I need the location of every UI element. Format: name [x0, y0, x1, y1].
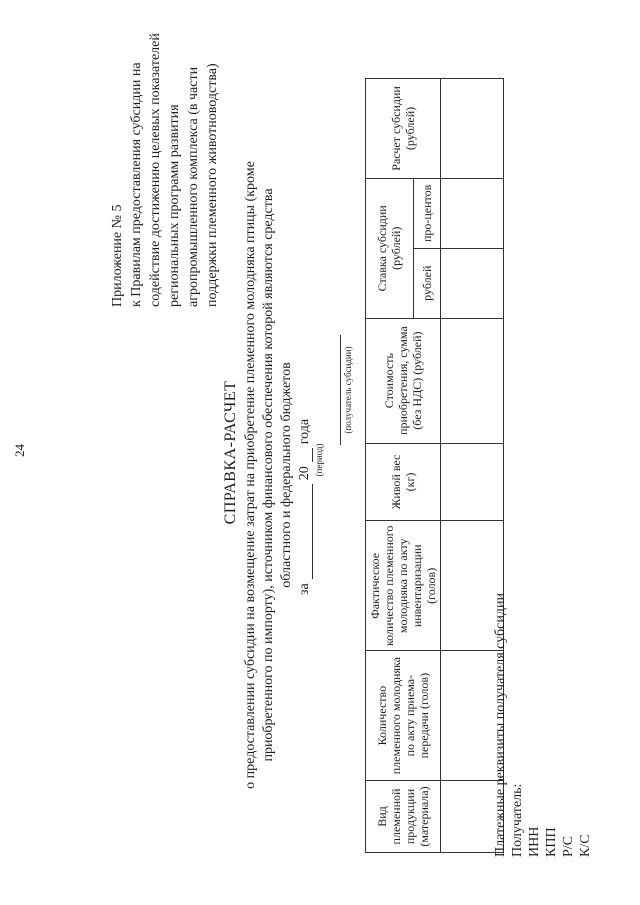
document-subtitle: о предоставлении субсидии на возмещение затрат на приобретение племенного молодняка птицы (кроме приобретенного по импорту), источником финансового обеспечения которой являются средства областного и федерального бюджетов — [243, 161, 294, 789]
header-rate-rubles: рублей — [413, 248, 440, 318]
period-blank — [296, 484, 313, 579]
table-cell — [441, 318, 504, 443]
payment-requisites — [492, 593, 594, 857]
recipient-line — [340, 335, 341, 445]
table-cell — [441, 248, 504, 318]
period-year-prefix: 20 — [297, 466, 312, 481]
header-live-weight: Живой вес (кг) — [366, 443, 441, 521]
period-prefix: за — [297, 583, 312, 595]
period-suffix: года — [297, 418, 312, 445]
header-quantity-inventory: Фактическое количество племенного молодняка по акту инвентаризации (голов) — [366, 521, 441, 651]
period-caption: (период) — [314, 443, 324, 477]
header-subsidy-calc: Расчет субсидии (рублей) — [366, 79, 441, 179]
appendix-heading: Приложение № 5 — [110, 204, 125, 307]
document-title: СПРАВКА-РАСЧЕТ — [222, 380, 239, 525]
table-cell — [441, 79, 504, 179]
requisites-kpp: КПП — [544, 827, 559, 857]
appendix-text: к Правилам предоставления субсидии на содействие достижению целевых показателей региональных программ развития агропромышленного комплекса (в части поддержки племенного животноводства) — [129, 33, 220, 307]
year-blank — [296, 448, 313, 462]
header-subsidy-rate: Ставка субсидии (рублей) — [366, 178, 414, 318]
calculation-table — [365, 78, 504, 853]
requisites-ks: К/С — [578, 834, 593, 857]
appendix-block — [108, 7, 222, 307]
header-product-type: Вид племенной продукции (материала) — [366, 781, 441, 853]
table-cell — [441, 443, 504, 521]
page-number: 24 — [12, 444, 27, 457]
requisites-heading: Платежные реквизиты получателя субсидии — [493, 593, 508, 857]
requisites-rs: Р/С — [561, 835, 576, 857]
header-purchase-cost: Стоимость приобретения, сумма (без НДС) (рублей) — [366, 318, 441, 443]
recipient-caption: (получатель субсидии) — [343, 346, 353, 434]
requisites-recipient: Получатель: — [510, 783, 525, 857]
period-row — [296, 419, 313, 595]
header-quantity-transfer: Количество племенного молодняка по акту приема-передачи (голов) — [366, 651, 441, 781]
header-rate-percent: про-центов — [413, 178, 440, 248]
table-cell — [441, 178, 504, 248]
requisites-inn: ИНН — [527, 826, 542, 857]
table-header-row — [366, 79, 414, 853]
